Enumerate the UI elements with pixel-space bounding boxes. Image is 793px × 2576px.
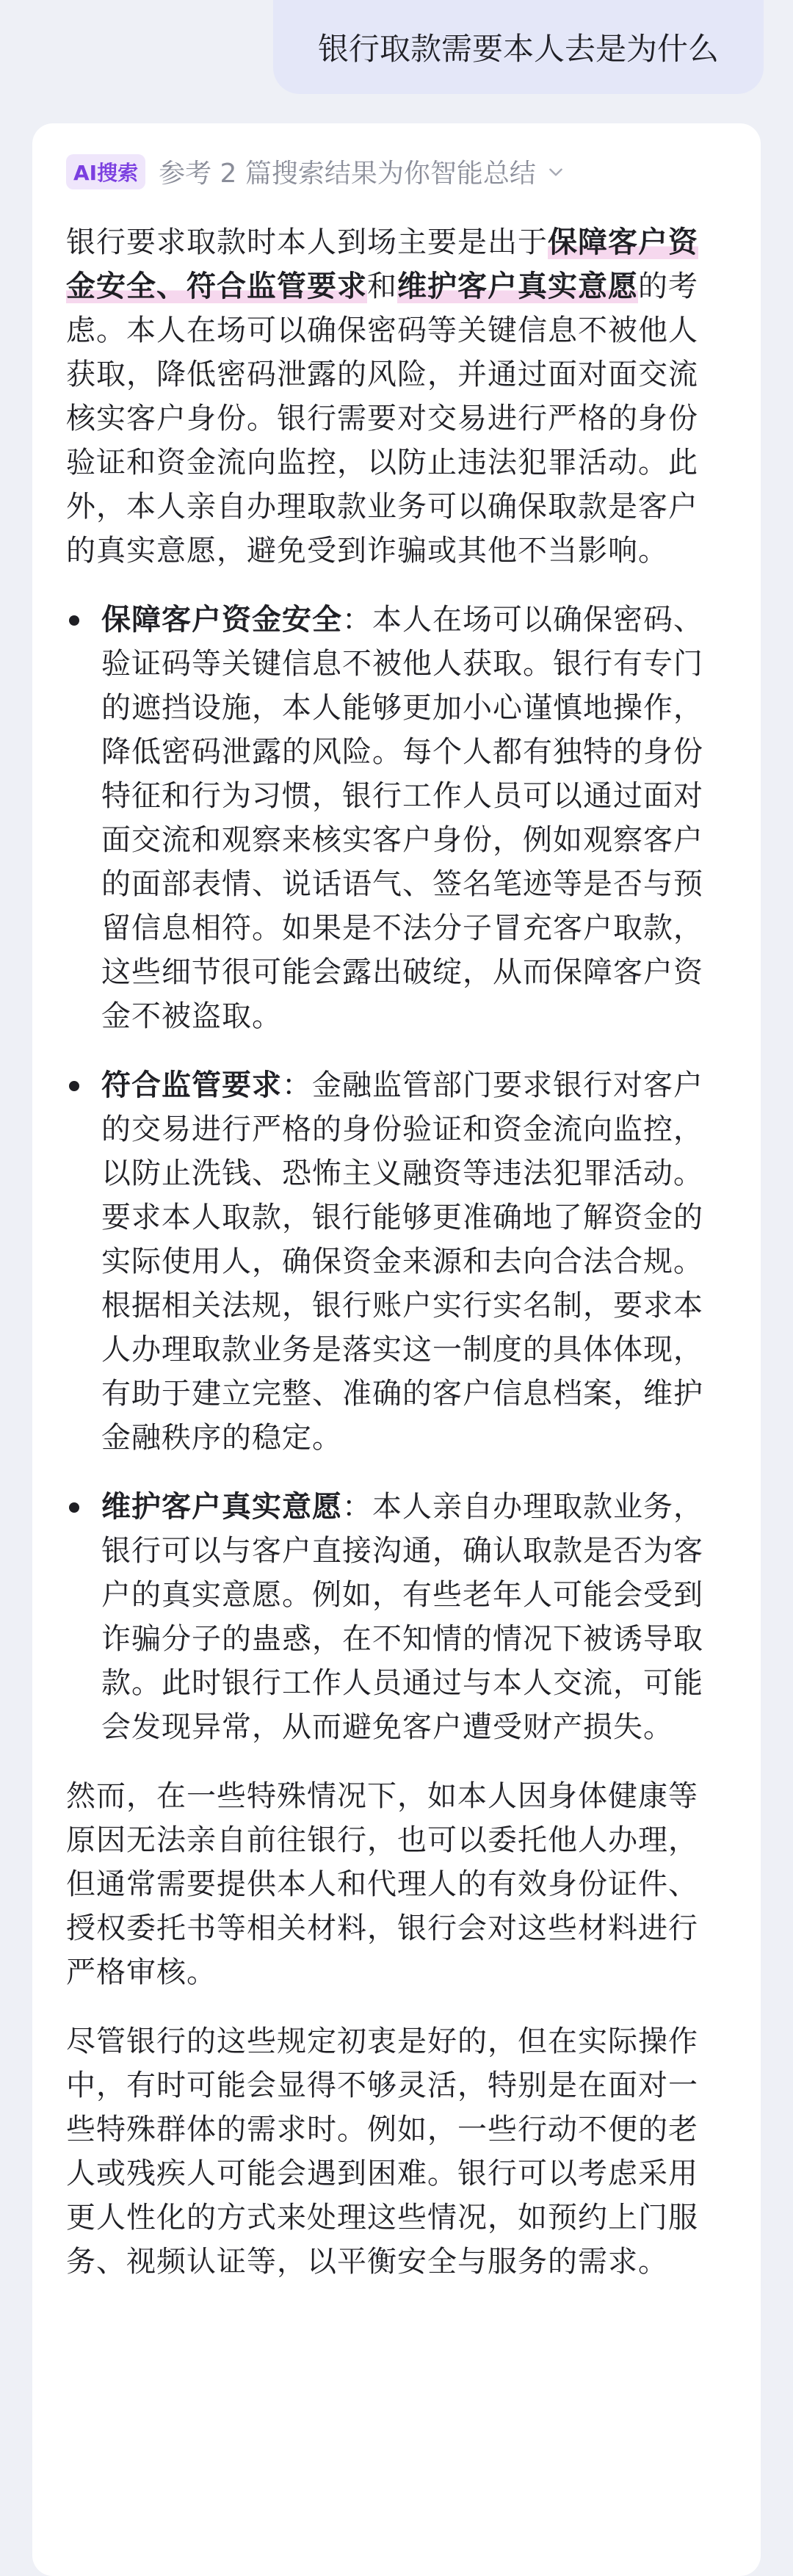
bullet-dot: [69, 1502, 79, 1513]
point-text: ：金融监管部门要求银行对客户的交易进行严格的身份验证和资金流向监控，以防止洗钱、恐怖主义融资等违法犯罪活动。要求本人取款，银行能够更准确地了解资金的实际使用人，确保资金来源和去向合法合规。根据相关法规，银行账户实行实名制，要求本人办理取款业务是落实这一制度的具体体现，有助于建立完整、准确的客户信息档案，维护金融秩序的稳定。: [101, 1068, 703, 1455]
highlight-separator-1: 、: [156, 269, 187, 303]
intro-lead-text: 银行要求取款时本人到场主要是出于: [66, 225, 548, 259]
conclusion-paragraph: 尽管银行的这些规定初衷是好的，但在实际操作中，有时可能会显得不够灵活，特别是在面对一些特殊群体的需求时。例如，一些行动不便的老人或残疾人可能会遇到困难。银行可以考虑采用更人性化的方式来处理这些情况，如预约上门服务、视频认证等，以平衡安全与服务的需求。: [66, 2025, 698, 2279]
chevron-down-icon: [546, 162, 565, 181]
point-text: ：本人亲自办理取款业务，银行可以与客户直接沟通，确认取款是否为客户的真实意愿。例如，有些老年人可能会受到诈骗分子的蛊惑，在不知情的情况下被诱导取款。此时银行工作人员通过与本人交流，可能会发现异常，从而避免客户遭受财产损失。: [101, 1490, 703, 1744]
key-points-list: [66, 598, 727, 1749]
intro-separator-2: 和: [367, 269, 397, 303]
intro-rest-text: 的考虑。本人在场可以确保密码等关键信息不被他人获取，降低密码泄露的风险，并通过面对面交流核实客户身份。银行需要对交易进行严格的身份验证和资金流向监控，以防止违法犯罪活动。此外，本人亲自办理取款业务可以确保取款是客户的真实意愿，避免受到诈骗或其他不当影响。: [66, 269, 698, 568]
answer-content: [66, 220, 727, 2309]
list-item: [66, 1485, 727, 1749]
highlight-true-intent: 维护客户真实意愿: [397, 269, 638, 303]
point-title: 符合监管要求: [101, 1068, 282, 1102]
user-message-bubble: [273, 0, 764, 94]
intro-paragraph: [66, 220, 727, 573]
point-text: ：本人在场可以确保密码、验证码等关键信息不被他人获取。银行有专门的遮挡设施，本人能够更加小心谨慎地操作，降低密码泄露的风险。每个人都有独特的身份特征和行为习惯，银行工作人员可以通过面对面交流和观察来核实客户身份，例如观察客户的面部表情、说话语气、签名笔迹等是否与预留信息相符。如果是不法分子冒充客户取款，这些细节很可能会露出破绽，从而保障客户资金不被盗取。: [101, 603, 703, 1033]
special-cases-paragraph: 然而，在一些特殊情况下，如本人因身体健康等原因无法亲自前往银行，也可以委托他人办理，但通常需要提供本人和代理人的有效身份证件、授权委托书等相关材料，银行会对这些材料进行严格审核。: [66, 1779, 698, 1989]
source-summary-toggle[interactable]: [66, 153, 565, 190]
list-item: [66, 598, 727, 1038]
bullet-dot: [69, 1081, 79, 1091]
point-title: 维护客户真实意愿: [101, 1490, 342, 1524]
list-item: [66, 1063, 727, 1460]
highlight-fund-safety: 保障客户资金安全: [66, 225, 698, 303]
highlight-regulatory: 符合监管要求: [187, 269, 367, 303]
user-message-text: 银行取款需要本人去是为什么: [317, 31, 719, 67]
point-title: 保障客户资金安全: [101, 603, 342, 637]
source-summary-text: 参考 2 篇搜索结果为你智能总结: [159, 159, 536, 189]
bullet-dot: [69, 615, 79, 626]
ai-answer-card: [32, 123, 761, 2576]
ai-search-badge: AI搜索: [66, 154, 145, 189]
